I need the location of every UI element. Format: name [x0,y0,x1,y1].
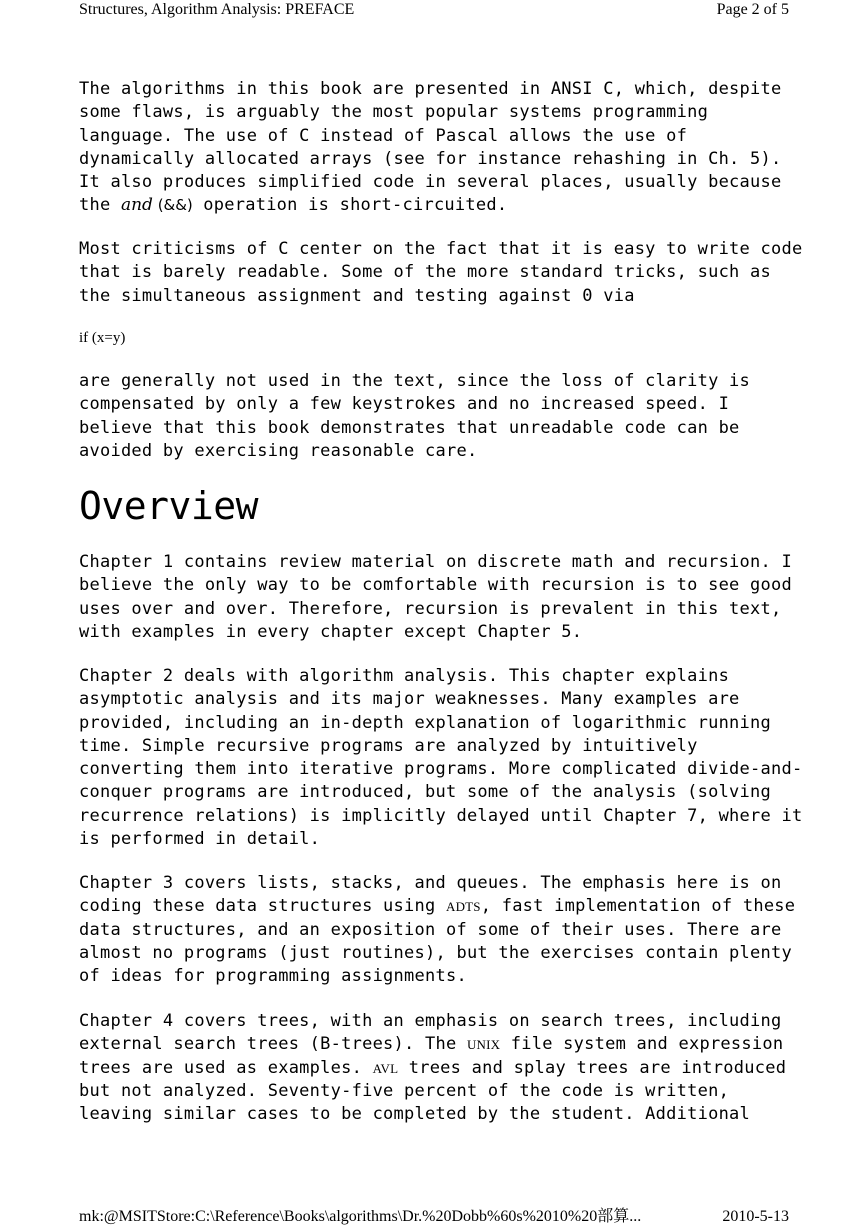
text-line: leaving similar cases to be completed by the student. Additional [79,1104,751,1125]
text-line: of ideas for programming assignments. [79,966,467,987]
text-line: the simultaneous assignment and testing against 0 via [79,285,635,306]
text-line: with examples in every chapter except Chapter 5. [79,621,583,642]
header-title: Structures, Algorithm Analysis: PREFACE [79,1,355,18]
text-line: asymptotic analysis and its major weaknesses. Many examples are [79,689,740,710]
text-line [79,1033,799,1056]
text-line: are generally not used in the text, since the loss of clarity is [79,371,751,391]
text-run: coding these data structures using [79,896,446,917]
text-line: The algorithms in this book are presented in ANSI C, which, despite [79,79,782,99]
text-line: recurrence relations) is implicitly delayed until Chapter 7, where it [79,805,803,826]
text-run: file system and expression [500,1034,784,1055]
text-line: dynamically allocated arrays (see for instance rehashing in Ch. 5). [79,148,782,169]
text-run: , fast implementation of these [480,896,796,917]
text-line: It also produces simplified code in several places, usually because [79,172,782,193]
and-operator: (&&) [152,196,193,215]
text-line: Most criticisms of C center on the fact that it is easy to write code [79,239,803,259]
text-line: Chapter 4 covers trees, with an emphasis on search trees, including [79,1011,782,1031]
text-run: trees and splay trees are introduced [398,1057,787,1078]
text-line [79,895,799,918]
footer-date: 2010-5-13 [722,1208,789,1225]
text-line: time. Simple recursive programs are analyzed by intuitively [79,735,698,756]
paragraph-chapter-4 [79,1010,799,1126]
text-line: believe that this book demonstrates that unreadable code can be [79,417,740,438]
paragraph-chapter-1 [79,551,799,644]
text-line: Chapter 2 deals with algorithm analysis. This chapter explains [79,666,730,686]
paragraph-chapter-3 [79,872,799,988]
header-page-number: Page 2 of 5 [716,1,789,18]
text-run: trees are used as examples. [79,1057,373,1078]
text-line: believe the only way to be comfortable with recursion is to see good [79,575,792,596]
text-line: uses over and over. Therefore, recursion is prevalent in this text, [79,598,782,619]
paragraph-criticisms [79,238,803,308]
text-line: some flaws, is arguably the most popular systems programming [79,102,709,123]
code-snippet: if (x=y) [79,330,126,346]
text-line: but not analyzed. Seventy-five percent of the code is written, [79,1080,730,1101]
footer-path: mk:@MSITStore:C:\Reference\Books\algorithms\Dr.%20Dobb%60s%2010%20部算... [79,1208,642,1225]
text-line: provided, including an in-depth explanation of logarithmic running [79,712,772,733]
adts-smallcaps: ADTS [445,899,481,915]
text-line: data structures, and an exposition of some of their uses. There are [79,919,782,940]
text-line [79,1057,799,1080]
paragraph-clarity [79,370,799,463]
paragraph-ansi-c [79,78,799,218]
text-line: compensated by only a few keystrokes and no increased speed. I [79,394,730,415]
unix-smallcaps: UNIX [466,1037,501,1053]
text-line: Chapter 3 covers lists, stacks, and queues. The emphasis here is on [79,873,782,893]
text-line: Chapter 1 contains review material on discrete math and recursion. I [79,552,792,572]
text-line: language. The use of C instead of Pascal allows the use of [79,125,688,146]
paragraph-chapter-2 [79,665,803,851]
text-run: operation is short-circuited. [192,195,508,216]
text-line: converting them into iterative programs. More complicated divide-and- [79,759,803,780]
italic-and: and [120,195,153,216]
text-line [79,194,799,217]
text-line: conquer programs are introduced, but some of the analysis (solving [79,782,772,803]
text-run: external search trees (B-trees). The [79,1034,467,1055]
text-line: is performed in detail. [79,829,321,850]
text-run: the [79,195,121,216]
text-line: avoided by exercising reasonable care. [79,440,478,461]
text-line: that is barely readable. Some of the more standard tricks, such as [79,262,772,283]
avl-smallcaps: AVL [372,1060,399,1076]
section-heading: Overview [79,484,259,528]
text-line: almost no programs (just routines), but the exercises contain plenty [79,942,792,963]
